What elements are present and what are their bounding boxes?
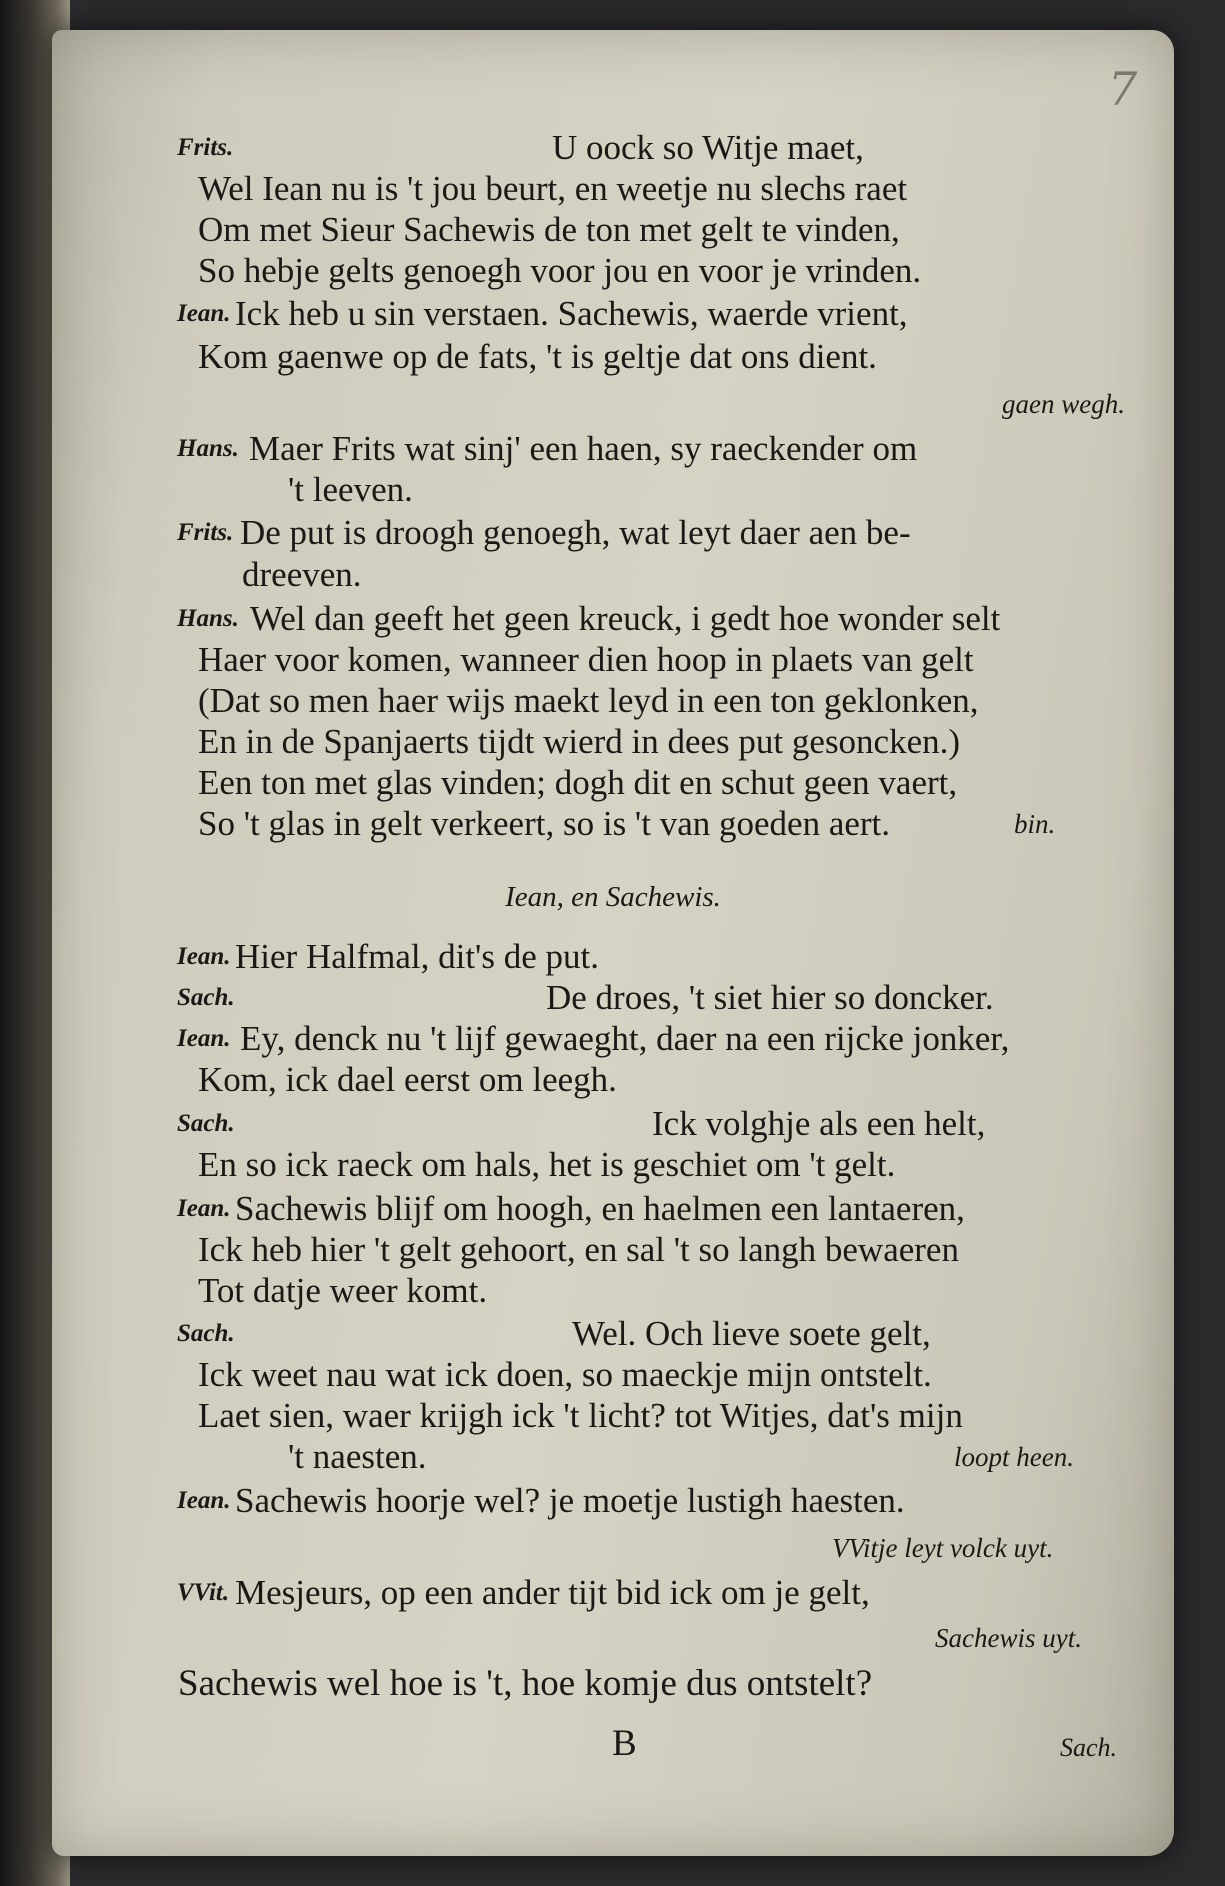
verse-line — [52, 292, 1174, 336]
stage-direction — [52, 1526, 1174, 1570]
verse-line — [52, 126, 1174, 170]
verse-line — [52, 1228, 1174, 1272]
verse-text: En in de Spanjaerts tijdt wierd in dees put gesoncken.) — [198, 722, 961, 761]
verse-line — [52, 249, 1174, 293]
verse-text: Ick weet nau wat ick doen, so maeckje mijn ontstelt. — [198, 1355, 932, 1394]
verse-text: Wel Iean nu is 't jou beurt, en weetje nu slechs raet — [198, 169, 908, 208]
verse-line — [52, 167, 1174, 211]
verse-line — [52, 638, 1174, 682]
verse-text: So 't glas in gelt verkeert, so is 't van goeden aert. — [198, 804, 891, 843]
speaker-label: VVit. — [177, 1579, 230, 1606]
stage-direction-text: loopt heen. — [954, 1442, 1074, 1472]
verse-text: Een ton met glas vinden; dogh dit en schut geen vaert, — [198, 763, 958, 802]
verse-text: En so ick raeck om hals, het is geschiet om 't gelt. — [198, 1145, 896, 1184]
verse-text: Hier Halfmal, dit's de put. — [235, 937, 599, 976]
verse-line — [52, 427, 1174, 471]
verse-line — [52, 1102, 1174, 1146]
verse-line — [52, 1312, 1174, 1356]
verse-line — [52, 802, 1174, 846]
verse-line — [52, 1394, 1174, 1438]
verse-line — [52, 1187, 1174, 1231]
stage-direction-text: gaen wegh. — [1002, 389, 1125, 419]
verse-line — [52, 935, 1174, 979]
verse-text: So hebje gelts genoegh voor jou en voor je vrinden. — [198, 251, 922, 290]
stage-direction — [52, 382, 1174, 426]
speaker-label: Iean. — [177, 1195, 231, 1222]
verse-line — [52, 1143, 1174, 1187]
speaker-label: Iean. — [177, 943, 231, 970]
scene-heading: Iean, en Sachewis. — [505, 881, 721, 913]
speaker-label: Iean. — [177, 1025, 231, 1052]
verse-line — [52, 679, 1174, 723]
verse-text: Kom, ick dael eerst om leegh. — [198, 1060, 617, 1099]
stage-direction — [52, 1616, 1174, 1660]
stage-direction-text: VVitje leyt volck uyt. — [832, 1533, 1054, 1563]
verse-line — [52, 1662, 1174, 1706]
speaker-label: Sach. — [177, 984, 235, 1011]
verse-text: Tot datje weer komt. — [198, 1271, 488, 1310]
page-folio: 7 — [1108, 62, 1138, 116]
speaker-label: Iean. — [177, 300, 231, 327]
verse-line — [52, 1058, 1174, 1102]
verse-text: Maer Frits wat sinj' een haen, sy raeckender om — [249, 429, 918, 468]
verse-text: Om met Sieur Sachewis de ton met gelt te vinden, — [198, 210, 900, 249]
verse-line — [52, 335, 1174, 379]
speaker-label: Frits. — [177, 519, 234, 546]
verse-text: 't naesten. — [288, 1437, 427, 1476]
stage-direction-text: Sachewis uyt. — [935, 1623, 1082, 1653]
verse-line — [52, 720, 1174, 764]
verse-line — [52, 1571, 1174, 1615]
verse-text: dreeven. — [242, 555, 362, 594]
speaker-label: Sach. — [177, 1110, 235, 1137]
stage-direction-text: bin. — [1014, 809, 1056, 839]
verse-text: Ey, denck nu 't lijf gewaeght, daer na een rijcke jonker, — [240, 1019, 1010, 1058]
verse-text: De put is droogh genoegh, wat leyt daer aen be- — [240, 513, 911, 552]
verse-text: 't leeven. — [288, 470, 413, 509]
verse-line — [52, 1353, 1174, 1397]
verse-text: Haer voor komen, wanneer dien hoop in plaets van gelt — [198, 640, 974, 679]
verse-text: (Dat so men haer wijs maekt leyd in een ton geklonken, — [198, 681, 979, 720]
verse-line — [52, 1479, 1174, 1523]
catchword: Sach. — [1060, 1733, 1118, 1762]
verse-line — [52, 1435, 1174, 1479]
verse-text: Sachewis blijf om hoogh, en haelmen een lantaeren, — [235, 1189, 965, 1228]
verse-line — [52, 468, 1174, 512]
verse-line — [52, 976, 1174, 1020]
speaker-label: Iean. — [177, 1487, 231, 1514]
book-page — [52, 30, 1174, 1856]
verse-line — [52, 1269, 1174, 1313]
verse-text: Kom gaenwe op de fats, 't is geltje dat ons dient. — [198, 337, 877, 376]
verse-text: Sachewis hoorje wel? je moetje lustigh haesten. — [235, 1481, 905, 1520]
verse-line — [52, 553, 1174, 597]
verse-text: Ick heb hier 't gelt gehoort, en sal 't so langh bewaeren — [198, 1230, 959, 1269]
verse-text: Wel dan geeft het geen kreuck, i gedt hoe wonder selt — [250, 599, 1001, 638]
verse-line — [52, 511, 1174, 555]
speaker-label: Sach. — [177, 1320, 235, 1347]
verse-text: Laet sien, waer krijgh ick 't licht? tot Witjes, dat's mijn — [198, 1396, 963, 1435]
signature-mark: B — [612, 1723, 637, 1764]
verse-text: U oock so Witje maet, — [552, 128, 864, 167]
speaker-label: Hans. — [177, 605, 239, 632]
verse-text: Ick volghje als een helt, — [652, 1104, 986, 1143]
verse-text: Ick heb u sin verstaen. Sachewis, waerde vrient, — [235, 294, 908, 333]
verse-line — [52, 597, 1174, 641]
verse-text: Sachewis wel hoe is 't, hoe komje dus ontstelt? — [178, 1663, 873, 1704]
speaker-label: Hans. — [177, 435, 239, 462]
speaker-label: Frits. — [177, 134, 234, 161]
verse-text: Mesjeurs, op een ander tijt bid ick om je gelt, — [235, 1573, 870, 1612]
verse-line — [52, 1017, 1174, 1061]
verse-line — [52, 761, 1174, 805]
verse-text: De droes, 't siet hier so doncker. — [546, 978, 994, 1017]
verse-line — [52, 208, 1174, 252]
verse-text: Wel. Och lieve soete gelt, — [572, 1314, 931, 1353]
